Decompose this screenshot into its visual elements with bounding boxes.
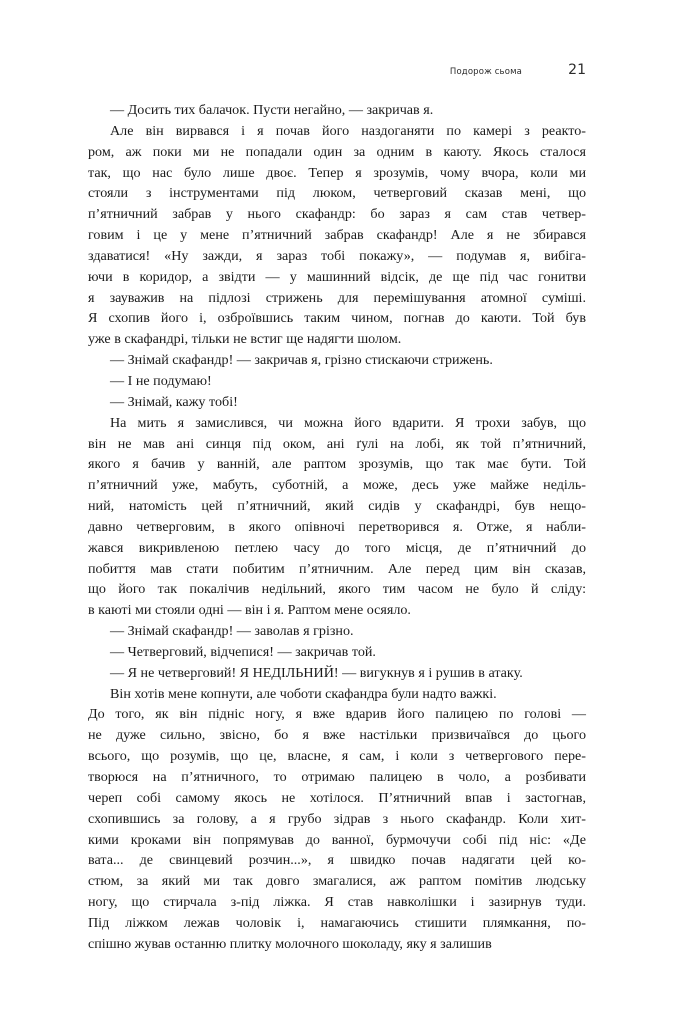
text-line: творюся на п’ятничного, то отримаю палицею в чоло, а розбивати [88,769,586,785]
text-line: Під ліжком лежав чоловік і, намагаючись стишити плямкання, по- [88,914,586,931]
text-line: — Досить тих балачок. Пусти негайно, — закричав я. [110,102,434,118]
text-line: стояли з інструментами під люком, четверговий сказав мені, що [88,185,586,202]
text-line: — Знімай, кажу тобі! [110,393,238,410]
text-line: уже в скафандрі, тільки не встиг ще надягти шолом. [88,331,402,348]
text-line: говим і це у мене п’ятничний забрав скафандр! Але я не збирався [88,227,586,244]
text-line: давно четверговим, в якого опівночі перетворився я. Отже, я набли- [88,518,586,535]
text-line: п’ятничний забрав у нього скафандр: бо зараз я сам став четвер- [88,206,586,223]
text-line: — Знімай скафандр! — закричав я, грізно стискаючи стрижень. [110,352,493,369]
text-line: схопившись за голову, а я грубо зідрав з нього скафандр. Коли хит- [88,810,586,827]
text-line: вата... де свинцевий розчин...», я швидко почав надягати цей ко- [88,852,586,869]
text-line: стюм, за який ми так довго змагалися, аж раптом помітив людську [88,873,586,890]
text-line: — Четверговий, відчепися! — закричав той. [110,643,376,660]
text-line: здаватися! «Ну зажди, я зараз тобі покажу», — подумав я, вибіга- [88,247,586,264]
text-line: — Я не четверговий! Я НЕДІЛЬНИЙ! — вигукнув я і рушив в атаку. [110,664,523,681]
text-line: в каюті ми стояли одні — він і я. Раптом мене осяяло. [88,602,411,619]
text-line: До того, як він підніс ногу, я вже вдарив його палицею по голові — [88,706,586,723]
text-line: побиття мав стати побитим п’ятничним. Але перед цим він сказав, [88,560,586,577]
running-head [88,62,586,78]
text-line: ногу, що стирчала з-під ліжка. Я став навколішки і зазирнув туди. [88,894,586,911]
text-line: спішно жував останню плитку молочного шоколаду, яку я залишив [88,935,492,952]
text-line: Але він вирвався і я почав його наздоганяти по камері з реакто- [110,122,586,139]
text-line: Він хотів мене копнути, але чоботи скафандра були надто важкі. [110,685,497,702]
text-line: що його так покалічив недільний, якого тим часом не було й сліду: [88,581,586,598]
text-line: ром, аж поки ми не попадали один за одним в каюту. Якось сталося [88,143,586,160]
text-line: череп собі самому якось не хотілося. П’ятничний впав і застогнав, [88,789,586,806]
text-line: кими кроками він попрямував до ванної, бурмочучи собі під ніс: «Де [88,831,586,848]
text-line: він не мав ані синця під оком, ані ґулі на лобі, як той п’ятничний, [88,435,586,452]
text-line: п’ятничний уже, мабуть, суботній, а може, десь уже майже неділь- [88,477,586,494]
text-line: ний, натомість цей п’ятничний, який сидів у скафандрі, був нещо- [88,498,586,515]
body-text [88,100,586,955]
text-line: — І не подумаю! [110,372,212,389]
text-line: не дуже сильно, звісно, бо я вже настільки призвичаївся до цього [88,727,586,744]
text-line: ючи в коридор, а звідти — у машинний відсік, де ще під час гонитви [88,268,586,285]
running-head-title: Подорож сьома [449,67,522,77]
text-line: так, що нас було лише двоє. Тепер я зрозумів, чому вчора, коли ми [88,164,586,181]
page-number: 21 [568,62,586,78]
text-line: Я схопив його і, озброївшись таким чином, погнав до каюти. Той був [88,310,586,327]
text-line: всього, що розумів, що це, власне, я сам, і коли з четвергового пере- [88,748,586,765]
text-line: я зауважив на підлозі стрижень для перемішування атомної суміші. [88,289,586,306]
text-line: якого я бачив у ванній, але раптом зрозумів, що так має бути. Той [88,456,586,473]
text-line: — Знімай скафандр! — заволав я грізно. [110,623,354,640]
text-line: На мить я замислився, чи можна його вдарити. Я трохи забув, що [110,414,586,431]
text-line: жався викривленою петлею часу до того місця, де п’ятничний до [88,539,586,556]
